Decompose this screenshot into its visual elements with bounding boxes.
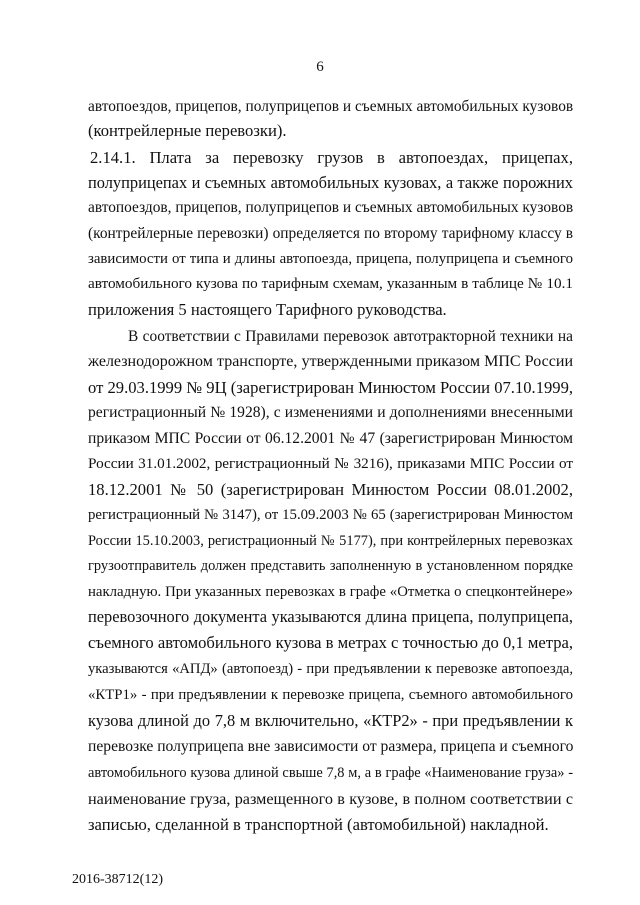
- text-line: России 31.01.2002, регистрационный № 3216), приказами МПС России от: [88, 455, 573, 472]
- text-line: автопоездов, прицепов, полуприцепов и съемных автомобильных кузовов: [88, 199, 574, 216]
- document-code: 2016-38712(12): [72, 872, 163, 887]
- text-line: перевозочного документа указываются длина прицепа, полуприцепа,: [88, 607, 573, 626]
- text-line: съемного автомобильного кузова в метрах с точностью до 0,1 метра,: [88, 633, 574, 652]
- text-line: «КТР1» - при предъявлении к перевозке прицепа, съемного автомобильного: [88, 687, 573, 703]
- text-line: регистрационный № 3147), от 15.09.2003 № 65 (зарегистрирован Минюстом: [88, 507, 573, 523]
- text-line: 18.12.2001 № 50 (зарегистрирован Минюстом России 08.01.2002,: [88, 480, 573, 499]
- text-line: приказом МПС России от 06.12.2001 № 47 (зарегистрирован Минюстом: [88, 430, 573, 447]
- text-line: автомобильного кузова длиной свыше 7,8 м, а в графе «Наименование груза» -: [88, 765, 573, 781]
- text-line: от 29.03.1999 № 9Ц (зарегистрирован Минюстом России 07.10.1999,: [88, 378, 574, 397]
- text-line: наименование груза, размещенного в кузове, в полном соответствии с: [88, 790, 573, 808]
- text-line: регистрационный № 1928), с изменениями и дополнениями внесенными: [88, 404, 573, 421]
- text-line: (контрейлерные перевозки).: [88, 121, 287, 140]
- text-line: (контрейлерные перевозки) определяется по второму тарифному классу в: [88, 225, 573, 242]
- text-line: приложения 5 настоящего Тарифного руководства.: [88, 300, 447, 319]
- text-line: автопоездов, прицепов, полуприцепов и съемных автомобильных кузовов: [88, 98, 574, 115]
- text-line: В соответствии с Правилами перевозок автотракторной техники на: [128, 328, 573, 345]
- text-line: грузоотправитель должен представить заполненную в установленном порядке: [88, 558, 573, 574]
- text-line: записью, сделанной в транспортной (автомобильной) накладной.: [88, 815, 549, 834]
- text-line: кузова длиной до 7,8 м включительно, «КТР2» - при предъявлении к: [88, 711, 573, 730]
- text-line: России 15.10.2003, регистрационный № 5177), при контрейлерных перевозках: [88, 533, 573, 549]
- text-line: перевозке полуприцепа вне зависимости от размера, прицепа и съемного: [88, 738, 574, 755]
- text-line: 2.14.1. Плата за перевозку грузов в автопоездах, прицепах,: [90, 148, 573, 167]
- text-line: указываются «АПД» (автопоезд) - при предъявлении к перевозке автопоезда,: [88, 661, 573, 677]
- text-line: зависимости от типа и длины автопоезда, прицепа, полуприцепа и съемного: [88, 251, 573, 267]
- text-line: полуприцепах и съемных автомобильных кузовах, а также порожних: [88, 173, 573, 192]
- page-number: 6: [316, 59, 324, 75]
- text-line: накладную. При указанных перевозках в графе «Отметка о спецконтейнере»: [88, 584, 573, 600]
- text-line: железнодорожном транспорте, утвержденными приказом МПС России: [88, 353, 573, 370]
- text-line: автомобильного кузова по тарифным схемам, указанным в таблице № 10.1: [88, 275, 573, 292]
